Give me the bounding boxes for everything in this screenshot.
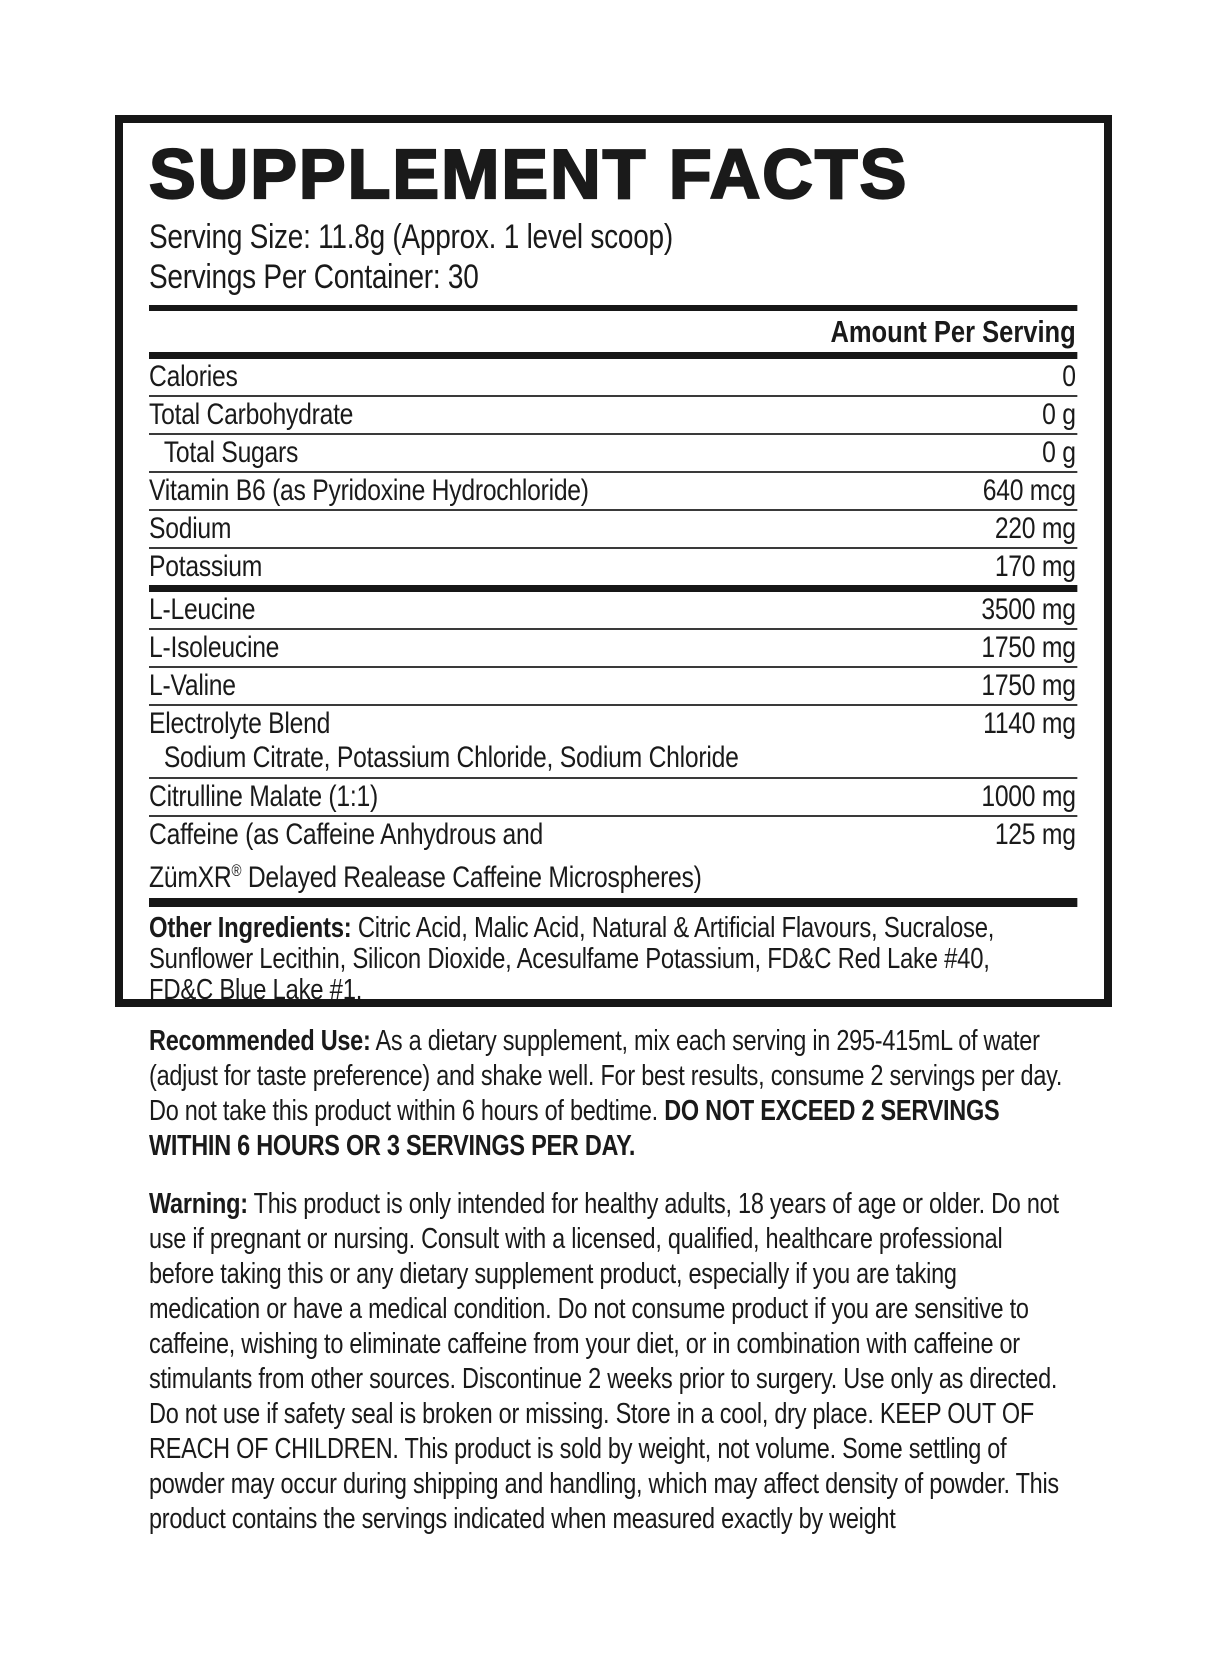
divider [149,352,1077,359]
recommended-use-caution: DO NOT EXCEED 2 SERVINGS WITHIN 6 HOURS OR 3 SERVINGS PER DAY. [149,1095,1000,1162]
nutrient-amount: 1140 mg [983,707,1076,740]
warning-text: This product is only intended for healthy adults, 18 years of age or older. Do not use if pregnant or nursing. Consult with a licensed, qualified, healthcare professional before taking this or any dietary supplement product, especially if you are taking medication or have a medical condition. Do not consume product if you are sensitive to caffeine, wishing to eliminate caffeine from your diet, or in combination with caffeine or stimulants from other sources. Discontinue 2 weeks prior to surgery. Use only as directed. Do not use if safety seal is broken or missing. Store in a cool, dry place. KEEP OUT OF REACH OF CHILDREN. This product is sold by weight, not volume. Some settling of powder may occur during shipping and handling, which may affect density of powder. This product contains the servings indicated when measured exactly by weight [149,1188,1059,1535]
recommended-use-label: Recommended Use: [149,1025,371,1057]
nutrient-amount: 1000 mg [981,780,1076,813]
nutrient-amount: 1750 mg [981,631,1076,664]
nutrient-amount: 1750 mg [981,669,1076,702]
nutrient-amount: 125 mg [994,818,1076,851]
nutrient-amount: 0 g [1042,436,1076,469]
nutrient-name: Calories [149,360,238,393]
nutrient-name: Electrolyte Blend [149,707,331,740]
nutrient-name: Sodium [149,512,232,545]
nutrient-name: Vitamin B6 (as Pyridoxine Hydrochloride) [149,474,589,507]
warning [149,1187,1077,1537]
nutrient-name: Total Sugars [163,436,299,469]
nutrient-amount: 640 mcg [982,474,1076,507]
nutrient-amount: 170 mg [994,550,1076,583]
nutrient-name: L-Valine [149,669,236,702]
recommended-use-text: As a dietary supplement, mix each serving in 295-415mL of water (adjust for taste preference) and shake well. For best results, consume 2 servings per day. Do not take this product within 6 hours of bedtime. [149,1025,1063,1127]
nutrient-name: Citrulline Malate (1:1) [149,780,378,813]
directions-section [149,1024,1077,1560]
nutrient-row [149,704,1077,777]
blend-sub-ingredients: Sodium Citrate, Potassium Chloride, Sodium Chloride [163,741,739,774]
warning-label: Warning: [149,1188,248,1220]
nutrient-row [149,666,1077,704]
nutrient-amount: 0 [1062,360,1076,393]
nutrient-row [149,433,1077,471]
supplement-facts-panel [115,115,1112,1007]
other-ingredients-text: Citric Acid, Malic Acid, Natural & Artificial Flavours, Sucralose, Sunflower Lecithin, Silicon Dioxide, Acesulfame Potassium, FD&C Red Lake #40, FD&C Blue Lake #1. [149,912,995,1006]
nutrient-name: Potassium [149,550,263,583]
nutrient-amount: 0 g [1042,398,1076,431]
nutrient-row [149,547,1077,585]
other-ingredients [149,913,1077,1006]
nutrient-row [149,509,1077,547]
other-ingredients-label: Other Ingredients: [149,912,352,944]
nutrient-row [149,585,1077,628]
amount-per-serving-header: Amount Per Serving [830,314,1076,349]
nutrient-name: Caffeine (as Caffeine Anhydrous and [149,818,543,851]
nutrient-row [149,395,1077,433]
nutrient-row [149,815,1077,898]
registered-trademark-symbol: ® [231,862,242,880]
nutrient-name-line2: ZümXR® Delayed Realease Caffeine Microspheres) [149,861,702,894]
nutrient-name: L-Leucine [149,593,256,626]
nutrient-row [149,628,1077,666]
nutrient-rows [149,359,1077,898]
serving-size: Serving Size: 11.8g (Approx. 1 level scoop) [149,218,673,256]
nutrient-row [149,777,1077,815]
nutrient-row [149,359,1077,395]
recommended-use [149,1024,1077,1164]
nutrient-name: L-Isoleucine [149,631,280,664]
divider [149,898,1077,907]
panel-title: SUPPLEMENT FACTS [149,135,909,213]
nutrient-row [149,471,1077,509]
nutrient-amount: 220 mg [994,512,1076,545]
nutrient-name: Total Carbohydrate [149,398,354,431]
nutrient-amount: 3500 mg [981,593,1076,626]
servings-per-container: Servings Per Container: 30 [149,258,479,296]
